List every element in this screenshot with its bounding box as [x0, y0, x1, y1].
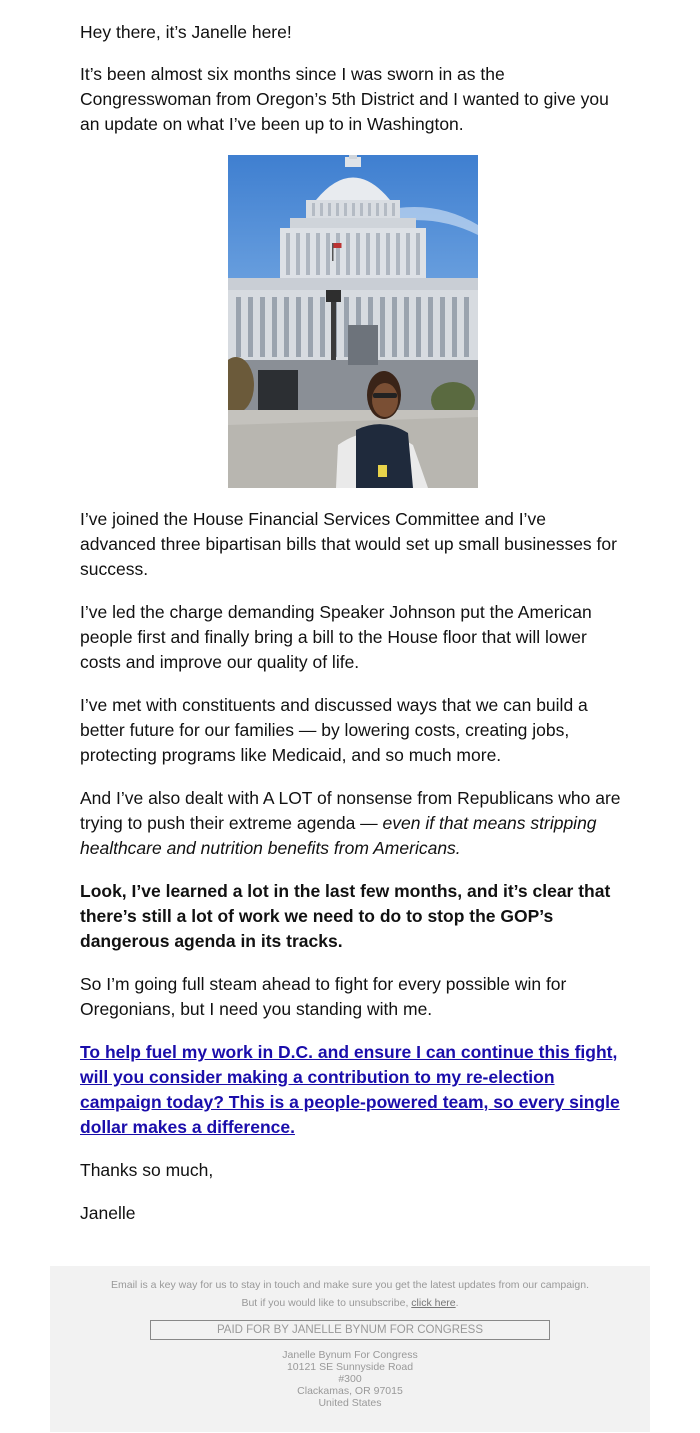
signature-text: Janelle: [80, 1203, 136, 1223]
full-steam-paragraph: So I’m going full steam ahead to fight for every possible win for Oregonians, but I need you standing with me.: [80, 974, 567, 1019]
committee-paragraph: I’ve joined the House Financial Services Committee and I’ve advanced three bipartisan bills that would set up small businesses for success.: [80, 509, 617, 579]
address-city: Clackamas, OR 97015: [297, 1385, 403, 1397]
email-body: [80, 20, 625, 1244]
republicans-text: And I’ve also dealt with A LOT of nonsense from Republicans who are trying to push their extreme agenda —: [80, 788, 621, 833]
speaker-paragraph: I’ve led the charge demanding Speaker Johnson put the American people first and finally bring a bill to the House floor that will lower costs and improve our quality of life.: [80, 602, 592, 672]
republicans-paragraph: [80, 786, 625, 861]
footer-stay-in-touch-text: Email is a key way for us to stay in touch and make sure you get the latest updates from our campaign.: [111, 1279, 589, 1291]
paid-for-disclaimer: PAID FOR BY JANELLE BYNUM FOR CONGRESS: [150, 1320, 550, 1340]
capitol-photo: [228, 155, 478, 488]
unsubscribe-prefix: But if you would like to unsubscribe,: [241, 1297, 412, 1309]
contribution-link[interactable]: To help fuel my work in D.C. and ensure I can continue this fight, will you consider making a contribution to my re-election campaign today? This is a people-powered team, so every single dollar makes a difference.: [80, 1042, 620, 1137]
footer-unsubscribe-line: [50, 1294, 650, 1312]
address-suite: #300: [338, 1373, 362, 1385]
intro-paragraph: It’s been almost six months since I was sworn in as the Congresswoman from Oregon’s 5th District and I wanted to give you an update on what I’ve been up to in Washington.: [80, 64, 609, 134]
greeting-text: Hey there, it’s Janelle here!: [80, 22, 292, 42]
cta-paragraph: [80, 1040, 625, 1140]
address-name: Janelle Bynum For Congress: [282, 1349, 418, 1361]
constituents-paragraph: I’ve met with constituents and discussed ways that we can build a better future for our families — by lowering costs, creating jobs, protecting programs like Medicaid, and so much more.: [80, 695, 588, 765]
address-street: 10121 SE Sunnyside Road: [286, 1361, 414, 1373]
unsubscribe-suffix: .: [455, 1297, 459, 1309]
unsubscribe-link[interactable]: click here: [411, 1297, 456, 1309]
capitol-photo-image: [228, 155, 478, 488]
gop-agenda-paragraph: Look, I’ve learned a lot in the last few months, and it’s clear that there’s still a lot of work we need to do to stop the GOP’s dangerous agenda in its tracks.: [80, 881, 611, 951]
signoff-text: Thanks so much,: [80, 1160, 214, 1180]
email-footer: [50, 1266, 650, 1432]
address-country: United States: [318, 1397, 382, 1409]
republicans-italic-text: even if that means stripping healthcare and nutrition benefits from Americans.: [80, 813, 597, 858]
mailing-address: [50, 1349, 650, 1409]
